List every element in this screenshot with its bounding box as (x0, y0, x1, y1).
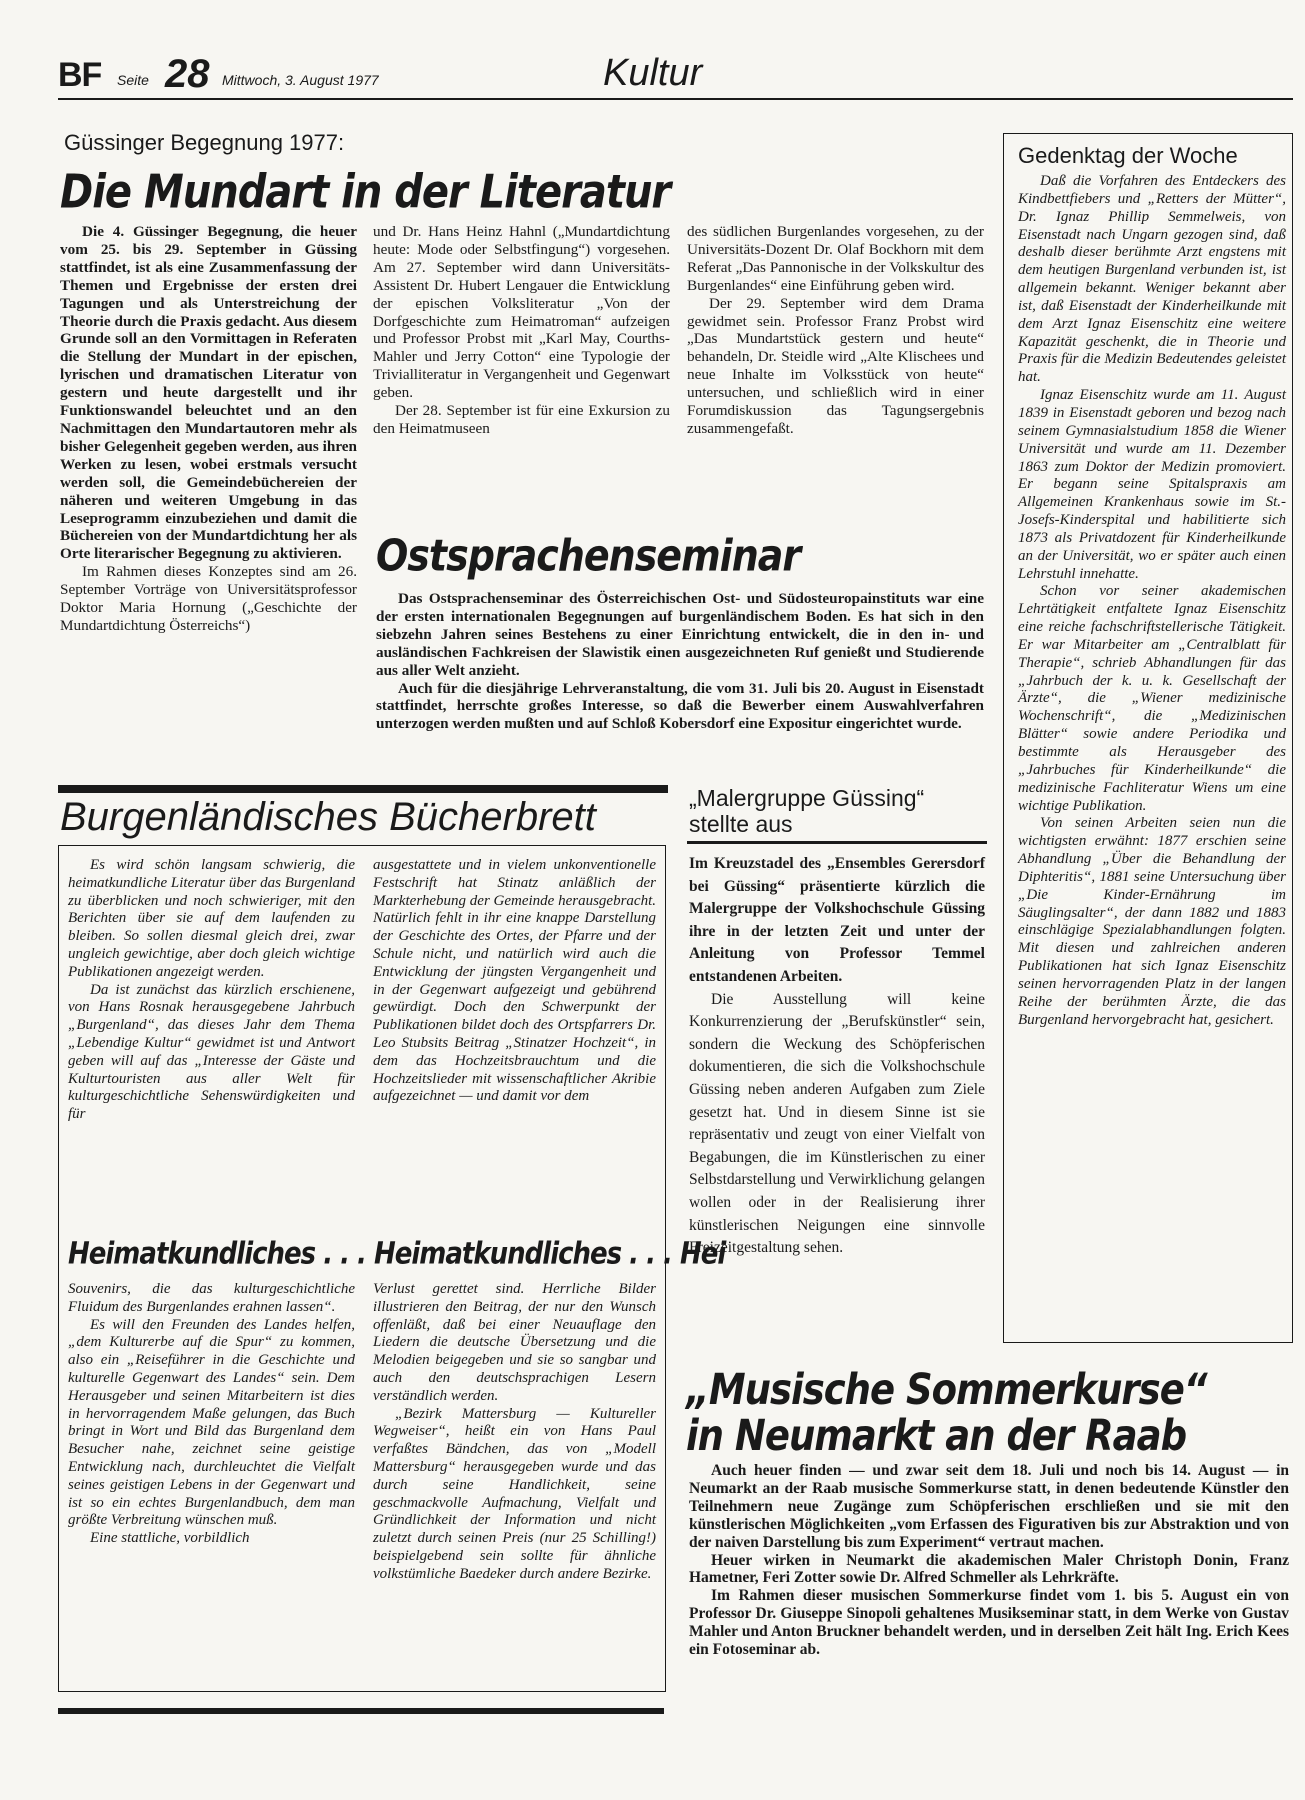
issue-date: Mittwoch, 3. August 1977 (222, 72, 379, 88)
gedenktag-paragraph: Ignaz Eisenschitz wurde am 11. August 1839 in Eisenstadt geboren und bezog nach seinem Gymnasialstudium 1858 die Wiener Universität und wurde am 11. Dezember 1863 zum Doktor der Medizin promoviert. Er begann seine Spitalspraxis am Allgemeinen Krankenhaus sowie im St.-Josefs-Kinderspital und habilitierte sich 1873 als Privatdozent für Kinderheilkunde an der Universität, wo er später auch einen Lehrstuhl innehatte. (1018, 387, 1286, 582)
sommerkurse-body (689, 1462, 1289, 1659)
sommerkurse-headline-1: „Musische Sommerkurse“ (686, 1365, 1207, 1415)
article-headline-buecherbrett: Burgenländisches Bücherbrett (60, 795, 596, 839)
gedenktag-body (1018, 173, 1286, 1030)
malergruppe-lead: Im Kreuzstadel des „Ensembles Gerersdorf bei Güssing“ präsentierte kürzlich die Malergruppe der Volkshochschule Güssing ihre in der letzten Zeit und unter der Anleitung von Professor Temmel entstandenen Arbeiten. (689, 855, 985, 985)
article-kicker: Güssinger Begegnung 1977: (64, 130, 345, 155)
page-number: 28 (165, 52, 210, 96)
buecherbrett-paragraph: Verlust gerettet sind. Herrliche Bilder illustrieren den Beitrag, der nur den Wunsch offenläßt, daß bei einer Neuauflage den Liedern die deutsche Übersetzung und die Melodien beigegeben und sie so sangbar und auch den deutschsprachigen Lesern verständlich werden. (373, 1281, 656, 1404)
mundart-column-2 (373, 223, 670, 438)
buecherbrett-paragraph: „Bezirk Mattersburg — Kultureller Wegweiser“, heißt ein von Hans Paul verfaßtes Bändchen, das von „Modell Mattersburg“ herausgegeben wurde und das durch seine Handlichkeit, seine geschmackvolle Aufmachung, Vielfalt und Gründlichkeit der Information und nicht zuletzt durch seinen Preis (nur 25 Schilling!) beispielgebend sein sollte für ähnliche volkstümliche Baedeker durch andere Bezirke. (373, 1405, 656, 1582)
paper-logo: BF (58, 56, 102, 94)
buecherbrett-paragraph: ausgestattete und in vielem unkonventionelle Festschrift hat Stinatz anläßlich der Markterhebung der Gemeinde herausgebracht. Natürlich fehlt in ihr eine knappe Darstellung der Geschichte des Ortes, der Pfarre und der Schule nicht, und natürlich wird auch die Entwicklung der jüngsten Vergangenheit und in der Gegenwart aufgezeigt und gebührend gewürdigt. Doch den Schwerpunkt der Publikationen bildet doch des Ortspfarrers Dr. Leo Stubsits Beitrag „Stinatzer Hochzeit“, in dem das Hochzeitsbrauchtum und die Hochzeitslieder mit wissenschaftlicher Akribie aufgezeichnet — und damit vor dem (373, 857, 656, 1105)
buecherbrett-column-1 (68, 857, 355, 1124)
mundart-paragraph: und Dr. Hans Heinz Hahnl („Mundartdichtung heute: Mode oder Selbstfingung“) vorgesehen. Am 27. September wird dann Universitäts-Assistent Dr. Hubert Lengauer die Entwicklung der epischen Volksliteratur „Von der Dorfgeschichte zum Heimatroman“ aufzeigen und Professor Probst mit „Karl May, Courths-Mahler und Jerry Cotton“ eine Typologie der Trivialliteratur in Vergangenheit und Gegenwart geben. (373, 223, 670, 402)
sommerkurse-paragraph: Im Rahmen dieser musischen Sommerkurse findet vom 1. bis 5. August ein von Professor Dr. Giuseppe Sinopoli gehaltenes Musikseminar statt, in dem Werke von Gustav Mahler und Anton Bruckner behandelt werden, und in derselben Zeit hält Ing. Erich Kees ein Fotoseminar ab. (689, 1587, 1289, 1659)
buecherbrett-paragraph: Eine stattliche, vorbildlich (90, 1530, 250, 1547)
malergruppe-headline-2: stellte aus (689, 811, 793, 837)
section-title: Kultur (603, 52, 703, 94)
malergruppe-headline-1: „Malergruppe Güssing“ (689, 785, 925, 811)
gedenktag-title: Gedenktag der Woche (1018, 143, 1238, 168)
buecherbrett-top-bar (58, 785, 668, 793)
ostsprachen-paragraph: Auch für die diesjährige Lehrveranstaltung, die vom 31. Juli bis 20. August in Eisenstadt stattfindet, herrschte großes Interesse, so daß die Bewerber einem Auswahlverfahren unterzogen werden mußten und auf Schloß Kobersdorf eine Expositur eingerichtet wurde. (376, 679, 984, 733)
sommerkurse-paragraph: Heuer wirken in Neumarkt die akademischen Maler Christoph Donin, Franz Hametner, Feri Zotter sowie Dr. Alfred Schmeller als Lehrkräfte. (689, 1551, 1289, 1587)
buecherbrett-paragraph: Es will den Freunden des Landes helfen, „dem Kulturerbe auf die Spur“ zu kommen, also ein „Reiseführer in die Geschichte und kulturelle Gegenwart des Landes“ sein. Dem Herausgeber und seinen Mitarbeitern ist dies in hervorragendem Maße gelungen, das Buch bringt in Wort und Bild das Burgenland dem Besucher nahe, zeichnet seine geistige Entwicklung nach, durchleuchtet die Vielfalt seines geistigen Lebens in der Gegenwart und ist so ein echtes Burgenlandbuch, dem man größte Verbreitung wünschen muß. (68, 1316, 355, 1529)
heimatkundliches-strip: Heimatkundliches . . . Heimatkundliches . . . Hei (68, 1237, 726, 1272)
article-headline-mundart: Die Mundart in der Literatur (60, 166, 671, 219)
buecherbrett-bottom-bar (58, 1708, 664, 1714)
mundart-lead: Die 4. Güssinger Begegnung, die heuer vom 25. bis 29. September in Güssing stattfindet, ist als eine Zusammenfassung der Themen und Ergebnisse der ersten drei Tagungen und als Unterstreichung der Theorie durch die Praxis gedacht. Aus diesem Grunde soll an den Vormittagen in Referaten die Stellung der Mundart in der epischen, lyrischen und dramatischen Literatur von gestern und heute dargestellt und ihr Funktionswandel beleuchtet und an den Nachmittagen den Mundartautoren mehr als bisher Gelegenheit gegeben werden, aus ihren Werken zu lesen, wobei erstmals versucht werden soll, die Gemeindebüchereien der näheren und weiteren Umgebung in das Leseprogramm einzubeziehen und damit die Büchereien von der Mundartdichtung her als Orte literarischer Begegnung zu aktivieren. (60, 223, 357, 563)
mundart-paragraph: des südlichen Burgenlandes vorgesehen, zu der Universitäts-Dozent Dr. Olaf Bockhorn mit dem Referat „Das Pannonische in der Volkskultur des Burgenlandes“ eine Einführung geben wird. (687, 223, 984, 294)
sommerkurse-headline-2: in Neumarkt an der Raab (686, 1411, 1187, 1461)
mundart-paragraph: Der 28. September ist für eine Exkursion zu den Heimatmuseen (373, 402, 670, 437)
buecherbrett-paragraph: Souvenirs, die das kulturgeschichtliche Fluidum des Burgenlandes erahnen lassen“. (68, 1281, 355, 1315)
gedenktag-paragraph: Daß die Vorfahren des Entdeckers des Kindbettfiebers und „Retters der Mütter“, Dr. Ignaz Phillip Semmelweis, von Eisenstadt nach Ungarn gezogen sind, daß deshalb dieser berühmte Arzt engstens mit dem heutigen Burgenland verbunden ist, ist allgemein bekannt. Weniger bekannt aber ist, daß Eisenstadt der Kinderheilkunde mit dem Arzt Ignaz Eisenschitz eine weitere Kapazität geschenkt, die in Theorie und Praxis für die Medizin Bedeutendes geleistet hat. (1018, 173, 1286, 386)
buecherbrett-column-4 (373, 1281, 656, 1584)
buecherbrett-paragraph: Es wird schön langsam schwierig, die heimatkundliche Literatur über das Burgenland zu überblicken und noch schwieriger, mit den Berichten über sie auf dem laufenden zu bleiben. So sollen diesmal gleich drei, zwar ungleich gewichtige, aber doch gleich wichtige Publikationen angezeigt werden. (68, 857, 355, 980)
page-label: Seite (117, 72, 149, 88)
mundart-column-1 (60, 223, 357, 635)
malergruppe-rule (687, 841, 987, 844)
buecherbrett-column-3 (68, 1281, 355, 1548)
sommerkurse-paragraph: Auch heuer finden — und zwar seit dem 18. Juli und noch bis 14. August — in Neumarkt an der Raab musische Sommerkurse statt, in denen bedeutende Künstler den Teilnehmern neue Zugänge zum Schöpferischen erschließen und sie mit den künstlerischen Möglichkeiten „vom Erfassen des Figurativen bis zur Abstraktion und von der naiven Darstellung bis zum Experiment“ vertraut machen. (689, 1462, 1289, 1551)
mundart-paragraph: Der 29. September wird dem Drama gewidmet sein. Professor Franz Probst wird „Das Mundartstück gestern und heute“ behandeln, Dr. Steidle wird „Alte Klischees und neue Inhalte im Volksstück von heute“ untersuchen, und schließlich wird in einer Forumdiskussion das Tagungsergebnis zusammengefaßt. (687, 294, 984, 437)
malergruppe-body (689, 853, 985, 1260)
ostsprachen-paragraph: Das Ostsprachenseminar des Österreichischen Ost- und Südosteuropainstituts war eine der ersten internationalen Begegnungen auf burgenländischem Boden. Es hat sich in den siebzehn Jahren seines Bestehens zu einer Einrichtung entwickelt, die in den in- und ausländischen Fachkreisen der Slawistik einen ausgezeichneten Ruf genießt und Studierende aus aller Welt anzieht. (376, 590, 984, 679)
gedenktag-paragraph: Schon vor seiner akademischen Lehrtätigkeit entfaltete Ignaz Eisenschitz eine reiche fachschriftstellerische Tätigkeit. Er war Mitarbeiter am „Centralblatt für Therapie“, schrieb Abhandlungen für das „Jahrbuch der k. u. k. Gesellschaft der Ärzte“, die „Wiener medizinische Wochenschrift“, die „Medizinischen Blätter“ sowie andere Periodika und bestimmte als Herausgeber des „Jahrbuches für Kinderheilkunde“ die medizinische Fachliteratur Wiens um eine wichtige Publikation. (1018, 583, 1286, 814)
ostsprachen-body (376, 590, 984, 733)
header-rule (58, 98, 1293, 100)
mundart-column-3 (687, 223, 984, 438)
buecherbrett-paragraph: Da ist zunächst das kürzlich erschienene, von Hans Rosnak herausgegebene Jahrbuch „Burgenland“, das dieses Jahr dem Thema „Lebendige Kultur“ gewidmet ist und Antwort geben will auf das „Interesse der Gäste und Kulturtouristen aus aller Welt für kulturgeschichtliche Sehenswürdigkeiten und für (68, 981, 355, 1123)
article-headline-ostsprachen: Ostsprachenseminar (376, 530, 801, 581)
mundart-paragraph: Im Rahmen dieses Konzeptes sind am 26. September Vorträge von Universitätsprofessor Doktor Maria Hornung („Geschichte der Mundartdichtung Österreichs“) (60, 563, 357, 634)
buecherbrett-column-2 (373, 857, 656, 1106)
malergruppe-paragraph: Die Ausstellung will keine Konkurrenzierung der „Berufskünstler“ sein, sondern die Weckung des Schöpferischen dokumentieren, die sich die Volkshochschule Güssing neben anderen Aufgaben zum Ziele gesetzt hat. Und in diesem Sinne ist sie repräsentativ und zeugt von einer Vielfalt von Begabungen, die im Künstlerischen zu einer Selbstdarstellung und Verwirklichung gelangen wollen oder in der Realisierung ihrer künstlerischen Neigungen eine sinnvolle Freizeitgestaltung sehen. (689, 990, 985, 1257)
gedenktag-paragraph: Von seinen Arbeiten seien nun die wichtigsten erwähnt: 1877 erschien seine Abhandlung „Über die Behandlung der Diphteritis“, 1881 seine Untersuchung über „Die Kinder-Ernährung im Säuglingsalter“, der dann 1882 und 1883 einschlägige Spezialabhandlungen folgten. Mit diesen und zahlreichen anderen Publikationen hat sich Ignaz Eisenschitz seinen hervorragenden Platz in der langen Reihe der berühmten Ärzte, die das Burgenland hervorgebracht hat, gesichert. (1018, 815, 1286, 1028)
